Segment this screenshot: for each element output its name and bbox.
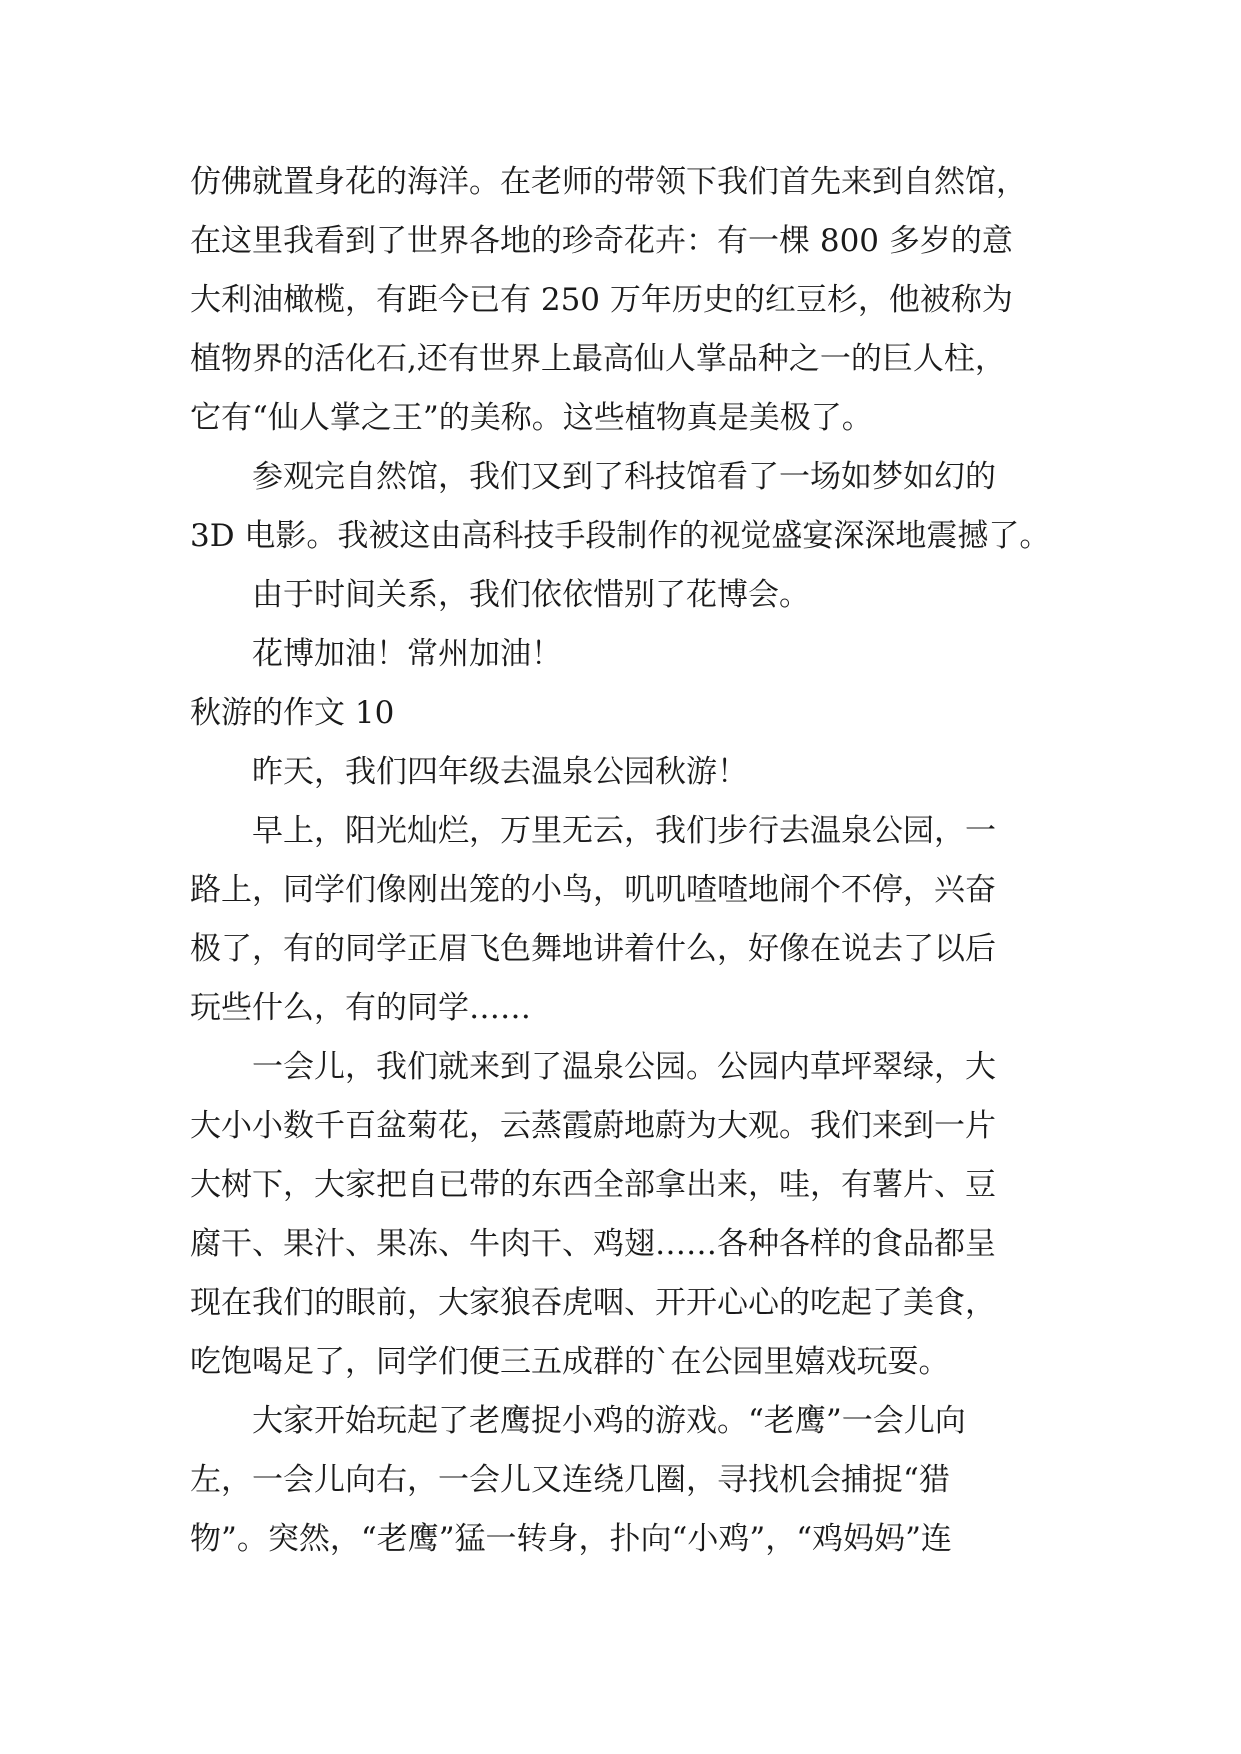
text-line: 大家开始玩起了老鹰捉小鸡的游戏。“老鹰”一会儿向 bbox=[252, 1403, 966, 1439]
text-line: 仿佛就置身花的海洋。在老师的带领下我们首先来到自然馆， bbox=[190, 164, 1027, 200]
text-line: 腐干、果汁、果冻、牛肉干、鸡翅……各种各样的食品都呈 bbox=[190, 1226, 996, 1262]
text-line: 昨天，我们四年级去温泉公园秋游！ bbox=[252, 754, 748, 790]
text-line: 植物界的活化石,还有世界上最高仙人掌品种之一的巨人柱， bbox=[190, 341, 1006, 377]
text-line: 一会儿，我们就来到了温泉公园。公园内草坪翠绿，大 bbox=[252, 1049, 996, 1085]
text-line: 3D 电影。我被这由高科技手段制作的视觉盛宴深深地震撼了。 bbox=[190, 518, 1051, 554]
text-line: 大小小数千百盆菊花，云蒸霞蔚地蔚为大观。我们来到一片 bbox=[190, 1108, 996, 1144]
text-line: 物”。突然，“老鹰”猛一转身，扑向“小鸡”，“鸡妈妈”连 bbox=[190, 1521, 952, 1557]
text-line: 在这里我看到了世界各地的珍奇花卉：有一棵 800 多岁的意 bbox=[190, 223, 1013, 259]
text-line: 路上，同学们像刚出笼的小鸟，叽叽喳喳地闹个不停，兴奋 bbox=[190, 872, 996, 908]
text-line: 早上，阳光灿烂，万里无云，我们步行去温泉公园，一 bbox=[252, 813, 996, 849]
text-line: 大利油橄榄，有距今已有 250 万年历史的红豆杉，他被称为 bbox=[190, 282, 1013, 318]
text-line: 参观完自然馆，我们又到了科技馆看了一场如梦如幻的 bbox=[252, 459, 996, 495]
text-line: 现在我们的眼前，大家狼吞虎咽、开开心心的吃起了美食， bbox=[190, 1285, 996, 1321]
text-line: 花博加油！常州加油！ bbox=[252, 636, 562, 672]
text-line: 由于时间关系，我们依依惜别了花博会。 bbox=[252, 577, 810, 613]
text-line: 它有“仙人掌之王”的美称。这些植物真是美极了。 bbox=[190, 400, 873, 436]
text-line: 极了，有的同学正眉飞色舞地讲着什么，好像在说去了以后 bbox=[190, 931, 996, 967]
text-line: 吃饱喝足了，同学们便三五成群的`在公园里嬉戏玩耍。 bbox=[190, 1344, 950, 1380]
text-line: 大树下，大家把自已带的东西全部拿出来，哇，有薯片、豆 bbox=[190, 1167, 996, 1203]
text-line: 玩些什么，有的同学…… bbox=[190, 990, 531, 1026]
text-line: 左，一会儿向右，一会儿又连绕几圈，寻找机会捕捉“猎 bbox=[190, 1462, 950, 1498]
section-heading: 秋游的作文 10 bbox=[190, 695, 395, 731]
